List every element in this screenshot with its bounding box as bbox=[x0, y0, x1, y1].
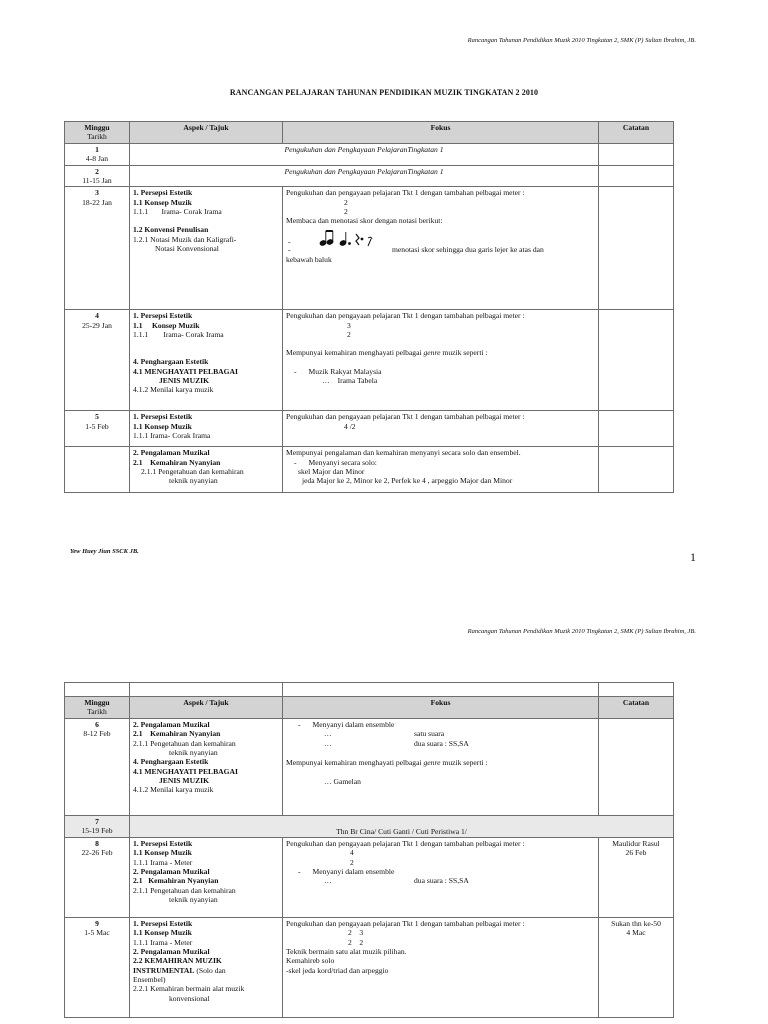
week-cell: 4 25-29 Jan bbox=[65, 310, 130, 411]
week-cell: 1 4-8 Jan bbox=[65, 144, 130, 166]
aspek-cell: 1. Persepsi Estetik 1.1 Konsep Muzik 1.1.1 Irama- Corak Irama 1.2 Konvensi Penulisan 1.2.1 Notasi Muzik dan Kaligrafi- Notasi Konvensional bbox=[130, 187, 283, 310]
week-cell: 3 18-22 Jan bbox=[65, 187, 130, 310]
catatan-cell: Sukan thn ke-50 4 Mac bbox=[599, 918, 674, 1018]
fokus-cell: - Menyanyi dalam ensemble … satu suara … dua suara : SS,SA Mempunyai kemahiran menghayati pelbagai genre muzik seperti : … Gamelan bbox=[283, 719, 599, 816]
catatan-cell bbox=[599, 165, 674, 187]
aspek-cell: 1. Persepsi Estetik 1.1 Konsep Muzik 1.1.1 Irama- Corak Irama 4. Penghargaan Estetik 4.1 MENGHAYATI PELBAGAI JENIS MUZIK 4.1.2 Menilai karya muzik bbox=[130, 310, 283, 411]
document-title: RANCANGAN PELAJARAN TAHUNAN PENDIDIKAN MUZIK TINGKATAN 2 2010 bbox=[229, 88, 539, 97]
header-aspek: Aspek / Tajuk bbox=[130, 122, 283, 144]
aspek-cell: 1. Persepsi Estetik 1.1 Konsep Muzik 1.1.1 Irama - Meter 2. Pengalaman Muzikal 2.2 KEMAHIRAN MUZIK INSTRUMENTAL (Solo dan Ensembel) 2.2.1 Kemahiran bermain alat muzik konvensional bbox=[130, 918, 283, 1018]
table-row bbox=[65, 144, 674, 166]
catatan-cell bbox=[599, 144, 674, 166]
table-row bbox=[65, 411, 674, 447]
week-cell: 7 15-19 Feb bbox=[65, 816, 130, 838]
merged-note: Pengukuhan dan Pengkayaan PelajaranTingkatan 1 bbox=[130, 165, 599, 187]
header-fokus: Fokus bbox=[283, 122, 599, 144]
table-row bbox=[65, 719, 674, 816]
catatan-cell bbox=[599, 187, 674, 310]
table-row bbox=[65, 838, 674, 918]
week-cell: 8 22-26 Feb bbox=[65, 838, 130, 918]
page-number: 1 bbox=[690, 550, 696, 564]
fokus-cell: Pengukuhan dan pengayaan pelajaran Tkt 1 dengan tambahan pelbagai meter : 2 2 Membaca dan menotasi skor dengan notasi berikut: - - menotasi skor sehingga dua garis lejer ke atas dan kebawah baluk bbox=[283, 187, 599, 310]
header-minggu: Minggu Tarikh bbox=[65, 697, 130, 719]
catatan-cell bbox=[599, 719, 674, 816]
merged-note: Pengukuhan dan Pengkayaan PelajaranTingkatan 1 bbox=[130, 144, 599, 166]
catatan-cell: Maulidur Rasul 26 Feb bbox=[599, 838, 674, 918]
header-aspek: Aspek / Tajuk bbox=[130, 697, 283, 719]
header-fokus: Fokus bbox=[283, 697, 599, 719]
header-catatan: Catatan bbox=[599, 697, 674, 719]
page-header: Rancangan Tahunan Pendidikan Muzik 2010 Tingkatan 2, SMK (P) Sultan Ibrahim, JB. bbox=[467, 37, 696, 44]
table-row bbox=[65, 310, 674, 411]
merged-note: Thn Br Cina/ Cuti Ganti / Cuti Peristiwa 1/ bbox=[130, 816, 674, 838]
table-header-row bbox=[65, 697, 674, 719]
fokus-cell: Pengukuhan dan pengayaan pelajaran Tkt 1 dengan tambahan pelbagai meter : 3 2 Mempunyai kemahiran menghayati pelbagai genre muzik seperti : - Muzik Rakyat Malaysia … Irama Tabela bbox=[283, 310, 599, 411]
plan-table-page1 bbox=[64, 121, 674, 493]
header-catatan: Catatan bbox=[599, 122, 674, 144]
fokus-cell: Pengukuhan dan pengayaan pelajaran Tkt 1 dengan tambahan pelbagai meter : 4 2 - Menyanyi dalam ensemble … dua suara : SS,SA bbox=[283, 838, 599, 918]
aspek-cell: 2. Pengalaman Muzikal 2.1 Kemahiran Nyanyian 2.1.1 Pengetahuan dan kemahiran teknik nyanyian bbox=[130, 447, 283, 493]
table-row bbox=[65, 918, 674, 1018]
table-row bbox=[65, 165, 674, 187]
table-header-row bbox=[65, 122, 674, 144]
catatan-cell bbox=[599, 411, 674, 447]
empty-row bbox=[65, 683, 674, 697]
week-cell: 9 1-5 Mac bbox=[65, 918, 130, 1018]
aspek-cell: 2. Pengalaman Muzikal 2.1 Kemahiran Nyanyian 2.1.1 Pengetahuan dan kemahiran teknik nyanyian 4. Penghargaan Estetik 4.1 MENGHAYATI PELBAGAI JENIS MUZIK 4.1.2 Menilai karya muzik bbox=[130, 719, 283, 816]
page-header: Rancangan Tahunan Pendidikan Muzik 2010 Tingkatan 2, SMK (P) Sultan Ibrahim, JB. bbox=[467, 628, 696, 635]
week-cell: 6 8-12 Feb bbox=[65, 719, 130, 816]
fokus-cell: Pengukuhan dan pengayaan pelajaran Tkt 1 dengan tambahan pelbagai meter : 2 3 2 2 Teknik bermain satu alat muzik pilihan. Kemahireb solo -skel jeda kord/triad dan arpeggio bbox=[283, 918, 599, 1018]
table-row bbox=[65, 447, 674, 493]
week-cell: 5 1-5 Feb bbox=[65, 411, 130, 447]
aspek-cell: 1. Persepsi Estetik 1.1 Konsep Muzik 1.1.1 Irama - Meter 2. Pengalaman Muzikal 2.1 Kemahiran Nyanyian 2.1.1 Pengetahuan dan kemahiran teknik nyanyian bbox=[130, 838, 283, 918]
table-row bbox=[65, 187, 674, 310]
table-row bbox=[65, 816, 674, 838]
header-minggu: Minggu Tarikh bbox=[65, 122, 130, 144]
aspek-cell: 1. Persepsi Estetik 1.1 Konsep Muzik 1.1.1 Irama- Corak Irama bbox=[130, 411, 283, 447]
plan-table-page2 bbox=[64, 682, 674, 1018]
week-cell bbox=[65, 447, 130, 493]
fokus-cell: Pengukuhan dan pengayaan pelajaran Tkt 1 dengan tambahan pelbagai meter : 4 /2 bbox=[283, 411, 599, 447]
catatan-cell bbox=[599, 447, 674, 493]
fokus-cell: Mempunyai pengalaman dan kemahiran menyanyi secara solo dan ensembel. - Menyanyi secara solo: skel Major dan Minor jeda Major ke 2, Minor ke 2, Perfek ke 4 , arpeggio Major dan Minor bbox=[283, 447, 599, 493]
week-cell: 2 11-15 Jan bbox=[65, 165, 130, 187]
catatan-cell bbox=[599, 310, 674, 411]
footer-author: Yew Huey Jiun SSCK JB. bbox=[70, 548, 139, 555]
